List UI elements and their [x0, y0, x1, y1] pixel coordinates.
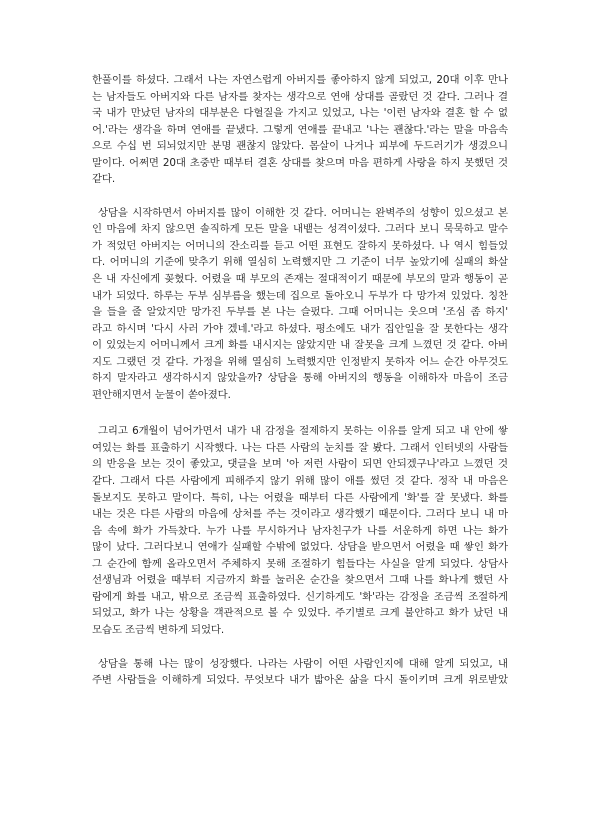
paragraph-3	[92, 423, 508, 638]
text-line: 지도 그랬던 것 같다. 가정을 위해 열심히 노력했지만 인정받지 못하자 어느 순간 아무것도	[92, 355, 508, 368]
paragraph-2	[92, 205, 508, 404]
text-line: 선생님과 어렸을 때부터 지금까지 화를 눌러온 순간을 찾으면서 그때 나를 화나게 했던 사	[92, 574, 508, 587]
text-line: 인 마음에 차지 않으면 솔직하게 모든 말을 내뱉는 성격이셨다. 그러다 보니 묵묵하고 말수	[92, 223, 508, 236]
text-line: 내는 것은 다른 사람의 마음에 상처를 주는 것이라고 생각했기 때문이다. 그러다 보니 내 마	[92, 508, 508, 521]
text-line: 많이 났다. 그러다보니 연애가 실패할 수밖에 없었다. 상담을 받으면서 어렸을 때 쌓인 화가	[92, 541, 508, 554]
text-line: 그 순간에 함께 올라오면서 주체하지 못해 조절하기 힘들다는 사실을 알게 되었다. 상담사	[92, 557, 508, 570]
text-line: 어.'라는 생각을 하며 연애를 끝냈다. 그렇게 연애를 끝내고 '나는 괜찮다.'라는 말을 마음속	[92, 123, 508, 136]
text-line: 말이다. 어쩌면 20대 초중반 때부터 결혼 상대를 찾으며 마음 편하게 사랑을 하지 못했던 것	[92, 156, 508, 169]
text-line: 음 속에 화가 가득찼다. 누가 나를 무시하거나 남자친구가 나를 서운하게 하면 나는 화가	[92, 524, 508, 537]
text-line: 주변 사람들을 이해하게 되었다. 무엇보다 내가 밟아온 삶을 다시 돌이키며 크게 위로받았	[92, 674, 508, 687]
text-line: 내가 되었다. 하루는 두부 심부름을 했는데 집으로 돌아오니 두부가 다 망가져 있었다. 칭찬	[92, 289, 508, 302]
text-line: 라고 하시며 '다시 사러 가야 겠네.'라고 하셨다. 평소에도 내가 집안일을 잘 못한다는 생각	[92, 322, 508, 335]
text-line: 국 내가 만났던 남자의 대부분은 다혈질을 가지고 있었고, 나는 '이런 남자와 결혼 할 수 없	[92, 107, 508, 120]
text-line: 돌보지도 못하고 말이다. 특히, 나는 어렸을 때부터 다른 사람에게 '화'를 잘 못냈다. 화를	[92, 491, 508, 504]
text-line: 상담을 시작하면서 아버지를 많이 이해한 것 같다. 어머니는 완벽주의 성향이 있으셨고 본	[98, 206, 508, 219]
text-line: 는 남자들도 아버지와 다른 남자를 찾자는 생각으로 연애 상대를 골랐던 것 같다. 그러나 결	[92, 90, 508, 103]
text-line: 가 적었던 아버지는 어머니의 잔소리를 듣고 어떤 표현도 잘하지 못하셨다. 나 역시 힘들었	[92, 239, 508, 252]
text-line: 모습도 조금씩 변하게 되었다.	[92, 623, 225, 636]
text-line: 같다.	[92, 173, 116, 186]
text-line: 한풀이를 하셨다. 그래서 나는 자연스럽게 아버지를 좋아하지 않게 되었고, 20대 이후 만나	[92, 74, 508, 86]
text-line: 그리고 6개월이 넘어가면서 내가 내 감정을 절제하지 못하는 이유를 알게 되고 내 안에 쌓	[98, 425, 508, 438]
text-line: 으로 수십 번 되뇌었지만 분명 괜찮지 않았다. 몸살이 나거나 피부에 두드러기가 생겼으니	[92, 140, 508, 153]
paragraph-1	[92, 72, 508, 188]
text-line: 다. 어머니의 기준에 맞추기 위해 열심히 노력했지만 그 기준이 너무 높았기에 실패의 화살	[92, 256, 508, 269]
paragraph-4	[92, 656, 508, 689]
text-line: 상담을 통해 나는 많이 성장했다. 나라는 사람이 어떤 사람인지에 대해 알게 되었고, 내	[98, 657, 508, 670]
text-line: 은 내 자신에게 꽂혔다. 어렸을 때 부모의 존재는 절대적이기 때문에 부모의 말과 행동이 곧	[92, 273, 508, 286]
document-page	[92, 72, 508, 689]
text-line: 이 있었는지 어머니께서 크게 화를 내시지는 않았지만 내 잘못을 크게 느꼈던 것 같다. 아버	[92, 339, 508, 352]
text-line: 여있는 화를 표출하기 시작했다. 나는 다른 사람의 눈치를 잘 봤다. 그래서 인터넷의 사람들	[92, 441, 508, 454]
text-line: 같다. 그래서 다른 사람에게 피해주지 않기 위해 많이 애를 썼던 것 같다. 정작 내 마음은	[92, 475, 508, 488]
text-line: 을 들을 줄 알았지만 망가진 두부를 본 나는 슬펐다. 그때 어머니는 웃으며 '조심 좀 하지'	[92, 306, 508, 319]
text-line: 편안해지면서 눈물이 쏟아졌다.	[92, 388, 231, 401]
text-line: 하지 말자라고 생각하시지 않았을까? 상담을 통해 아버지의 행동을 이해하자 마음이 조금	[92, 372, 508, 385]
text-line: 람에게 화를 내고, 밖으로 조금씩 표출하였다. 신기하게도 '화'라는 감정을 조금씩 조절하게	[92, 590, 508, 603]
text-line: 되었고, 화가 나는 상황을 객관적으로 볼 수 있었다. 주기별로 크게 불안하고 화가 났던 내	[92, 607, 508, 620]
text-line: 의 반응을 보는 것이 좋았고, 댓글을 보며 '아 저런 사람이 되면 안되겠구나'라고 느꼈던 것	[92, 458, 508, 471]
